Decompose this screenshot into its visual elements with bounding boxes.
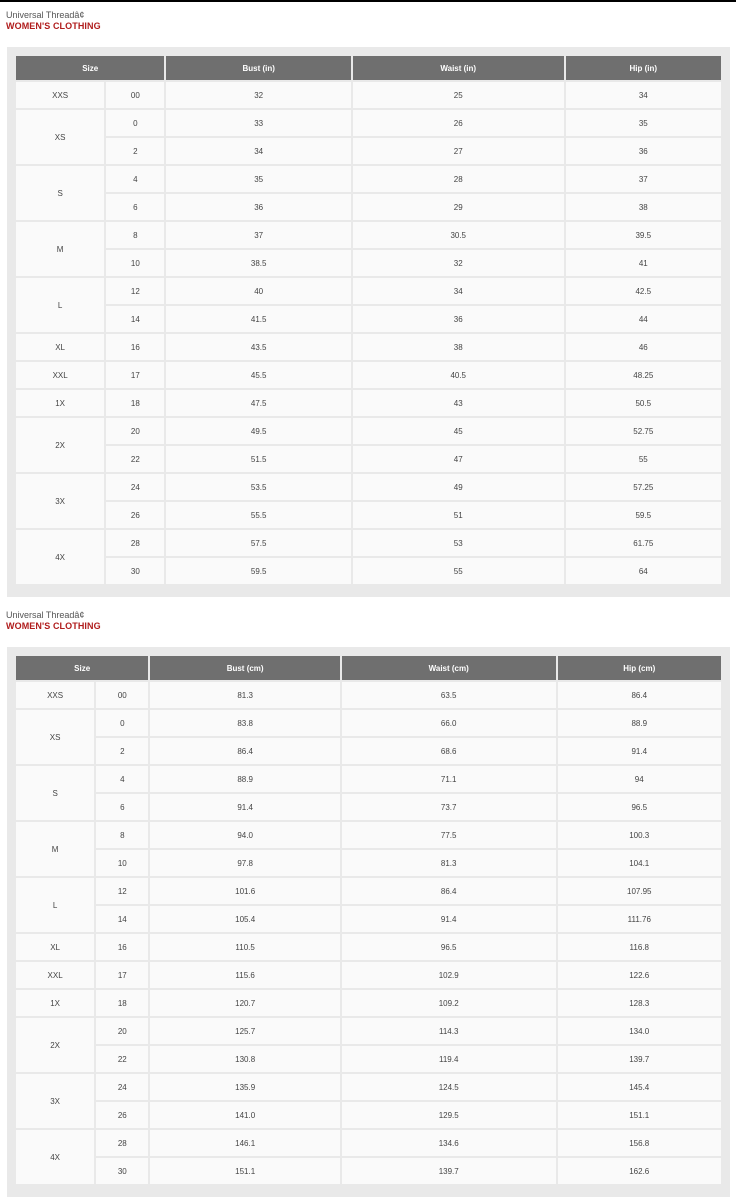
- size-number: 26: [106, 502, 164, 528]
- waist-value: 119.4: [342, 1046, 556, 1072]
- size-label: XXS: [16, 682, 94, 708]
- bust-value: 105.4: [150, 906, 340, 932]
- waist-value: 102.9: [342, 962, 556, 988]
- hip-value: 128.3: [558, 990, 722, 1016]
- table-row: [16, 474, 721, 500]
- hip-value: 55: [566, 446, 721, 472]
- size-label: 4X: [16, 1130, 94, 1184]
- waist-value: 38: [353, 334, 564, 360]
- table-row: [16, 1046, 721, 1072]
- bust-value: 40: [166, 278, 351, 304]
- table-row: [16, 934, 721, 960]
- size-number: 24: [96, 1074, 148, 1100]
- hip-value: 134.0: [558, 1018, 722, 1044]
- bust-value: 120.7: [150, 990, 340, 1016]
- hip-value: 91.4: [558, 738, 722, 764]
- size-number: 00: [96, 682, 148, 708]
- section-title: WOMEN'S CLOTHING: [6, 21, 101, 31]
- size-label: L: [16, 878, 94, 932]
- bust-value: 91.4: [150, 794, 340, 820]
- bust-value: 94.0: [150, 822, 340, 848]
- table-row: [16, 822, 721, 848]
- size-number: 24: [106, 474, 164, 500]
- size-label: 3X: [16, 474, 104, 528]
- bust-value: 59.5: [166, 558, 351, 584]
- size-label: XXL: [16, 362, 104, 388]
- size-number: 12: [96, 878, 148, 904]
- size-number: 30: [106, 558, 164, 584]
- size-number: 17: [106, 362, 164, 388]
- table-row: [16, 962, 721, 988]
- table-row: [16, 710, 721, 736]
- header-waist: Waist (in): [353, 56, 564, 80]
- hip-value: 104.1: [558, 850, 722, 876]
- bust-value: 35: [166, 166, 351, 192]
- bust-value: 130.8: [150, 1046, 340, 1072]
- waist-value: 27: [353, 138, 564, 164]
- bust-value: 49.5: [166, 418, 351, 444]
- hip-value: 151.1: [558, 1102, 722, 1128]
- bust-value: 125.7: [150, 1018, 340, 1044]
- waist-value: 28: [353, 166, 564, 192]
- size-table: [14, 54, 723, 586]
- size-number: 22: [106, 446, 164, 472]
- table-row: [16, 166, 721, 192]
- header-bust: Bust (in): [166, 56, 351, 80]
- size-label: M: [16, 222, 104, 276]
- waist-value: 124.5: [342, 1074, 556, 1100]
- bust-value: 45.5: [166, 362, 351, 388]
- waist-value: 40.5: [353, 362, 564, 388]
- hip-value: 57.25: [566, 474, 721, 500]
- section-title: WOMEN'S CLOTHING: [6, 621, 101, 631]
- hip-value: 107.95: [558, 878, 722, 904]
- bust-value: 97.8: [150, 850, 340, 876]
- hip-value: 39.5: [566, 222, 721, 248]
- waist-value: 91.4: [342, 906, 556, 932]
- size-number: 6: [106, 194, 164, 220]
- bust-value: 51.5: [166, 446, 351, 472]
- size-number: 10: [96, 850, 148, 876]
- size-number: 2: [96, 738, 148, 764]
- size-label: XL: [16, 934, 94, 960]
- waist-value: 49: [353, 474, 564, 500]
- header-hip: Hip (in): [566, 56, 721, 80]
- table-row: [16, 250, 721, 276]
- waist-value: 71.1: [342, 766, 556, 792]
- bust-value: 146.1: [150, 1130, 340, 1156]
- bust-value: 101.6: [150, 878, 340, 904]
- table-row: [16, 1018, 721, 1044]
- hip-value: 35: [566, 110, 721, 136]
- size-number: 6: [96, 794, 148, 820]
- table-row: [16, 1158, 721, 1184]
- size-number: 4: [96, 766, 148, 792]
- table-row: [16, 418, 721, 444]
- hip-value: 52.75: [566, 418, 721, 444]
- waist-value: 53: [353, 530, 564, 556]
- waist-value: 134.6: [342, 1130, 556, 1156]
- size-label: 4X: [16, 530, 104, 584]
- table-row: [16, 558, 721, 584]
- hip-value: 34: [566, 82, 721, 108]
- size-number: 28: [96, 1130, 148, 1156]
- table-row: [16, 138, 721, 164]
- bust-value: 38.5: [166, 250, 351, 276]
- header-hip: Hip (cm): [558, 656, 722, 680]
- table-row: [16, 738, 721, 764]
- hip-value: 59.5: [566, 502, 721, 528]
- size-number: 17: [96, 962, 148, 988]
- table-row: [16, 82, 721, 108]
- size-number: 22: [96, 1046, 148, 1072]
- waist-value: 73.7: [342, 794, 556, 820]
- waist-value: 77.5: [342, 822, 556, 848]
- size-label: 2X: [16, 1018, 94, 1072]
- bust-value: 36: [166, 194, 351, 220]
- table-frame: [7, 47, 730, 597]
- waist-value: 26: [353, 110, 564, 136]
- header-waist: Waist (cm): [342, 656, 556, 680]
- hip-value: 42.5: [566, 278, 721, 304]
- table-row: [16, 990, 721, 1016]
- size-number: 20: [106, 418, 164, 444]
- size-number: 18: [96, 990, 148, 1016]
- size-label: XL: [16, 334, 104, 360]
- size-number: 00: [106, 82, 164, 108]
- size-number: 12: [106, 278, 164, 304]
- waist-value: 25: [353, 82, 564, 108]
- size-label: 3X: [16, 1074, 94, 1128]
- hip-value: 162.6: [558, 1158, 722, 1184]
- table-row: [16, 446, 721, 472]
- bust-value: 81.3: [150, 682, 340, 708]
- table-frame: [7, 647, 730, 1197]
- size-number: 8: [106, 222, 164, 248]
- hip-value: 37: [566, 166, 721, 192]
- size-label: L: [16, 278, 104, 332]
- waist-value: 47: [353, 446, 564, 472]
- size-label: 1X: [16, 390, 104, 416]
- size-label: XS: [16, 710, 94, 764]
- bust-value: 135.9: [150, 1074, 340, 1100]
- bust-value: 110.5: [150, 934, 340, 960]
- hip-value: 88.9: [558, 710, 722, 736]
- bust-value: 43.5: [166, 334, 351, 360]
- waist-value: 114.3: [342, 1018, 556, 1044]
- waist-value: 43: [353, 390, 564, 416]
- size-number: 20: [96, 1018, 148, 1044]
- size-number: 16: [106, 334, 164, 360]
- table-row: [16, 850, 721, 876]
- table-row: [16, 794, 721, 820]
- size-label: 1X: [16, 990, 94, 1016]
- table-row: [16, 1074, 721, 1100]
- size-label: XXL: [16, 962, 94, 988]
- size-table: [14, 654, 723, 1186]
- hip-value: 111.76: [558, 906, 722, 932]
- bust-value: 55.5: [166, 502, 351, 528]
- size-label: S: [16, 766, 94, 820]
- size-number: 0: [106, 110, 164, 136]
- bust-value: 57.5: [166, 530, 351, 556]
- bust-value: 41.5: [166, 306, 351, 332]
- table-row: [16, 110, 721, 136]
- size-number: 0: [96, 710, 148, 736]
- brand-name: Universal Threadâ¢: [6, 10, 85, 20]
- table-row: [16, 278, 721, 304]
- waist-value: 139.7: [342, 1158, 556, 1184]
- hip-value: 50.5: [566, 390, 721, 416]
- table-row: [16, 682, 721, 708]
- table-row: [16, 1102, 721, 1128]
- hip-value: 122.6: [558, 962, 722, 988]
- size-number: 18: [106, 390, 164, 416]
- size-table-body: [16, 82, 721, 584]
- waist-value: 55: [353, 558, 564, 584]
- waist-value: 29: [353, 194, 564, 220]
- hip-value: 64: [566, 558, 721, 584]
- waist-value: 32: [353, 250, 564, 276]
- size-number: 10: [106, 250, 164, 276]
- waist-value: 129.5: [342, 1102, 556, 1128]
- hip-value: 38: [566, 194, 721, 220]
- table-row: [16, 502, 721, 528]
- size-number: 14: [96, 906, 148, 932]
- size-label: M: [16, 822, 94, 876]
- brand-name: Universal Threadâ¢: [6, 610, 85, 620]
- hip-value: 156.8: [558, 1130, 722, 1156]
- hip-value: 86.4: [558, 682, 722, 708]
- size-chart-cm: [0, 600, 736, 1198]
- bust-value: 83.8: [150, 710, 340, 736]
- bust-value: 151.1: [150, 1158, 340, 1184]
- size-number: 26: [96, 1102, 148, 1128]
- hip-value: 116.8: [558, 934, 722, 960]
- size-label: XS: [16, 110, 104, 164]
- bust-value: 33: [166, 110, 351, 136]
- waist-value: 66.0: [342, 710, 556, 736]
- waist-value: 109.2: [342, 990, 556, 1016]
- size-label: 2X: [16, 418, 104, 472]
- waist-value: 81.3: [342, 850, 556, 876]
- bust-value: 32: [166, 82, 351, 108]
- size-number: 2: [106, 138, 164, 164]
- waist-value: 51: [353, 502, 564, 528]
- header-row: [16, 56, 721, 80]
- hip-value: 46: [566, 334, 721, 360]
- size-number: 8: [96, 822, 148, 848]
- hip-value: 139.7: [558, 1046, 722, 1072]
- table-row: [16, 878, 721, 904]
- bust-value: 115.6: [150, 962, 340, 988]
- table-row: [16, 222, 721, 248]
- waist-value: 86.4: [342, 878, 556, 904]
- size-label: S: [16, 166, 104, 220]
- size-number: 16: [96, 934, 148, 960]
- hip-value: 100.3: [558, 822, 722, 848]
- waist-value: 30.5: [353, 222, 564, 248]
- hip-value: 48.25: [566, 362, 721, 388]
- bust-value: 34: [166, 138, 351, 164]
- hip-value: 36: [566, 138, 721, 164]
- table-row: [16, 766, 721, 792]
- table-row: [16, 194, 721, 220]
- header-bust: Bust (cm): [150, 656, 340, 680]
- hip-value: 94: [558, 766, 722, 792]
- waist-value: 68.6: [342, 738, 556, 764]
- hip-value: 44: [566, 306, 721, 332]
- size-label: XXS: [16, 82, 104, 108]
- size-number: 28: [106, 530, 164, 556]
- table-row: [16, 1130, 721, 1156]
- table-row: [16, 906, 721, 932]
- header-size: Size: [16, 56, 164, 80]
- waist-value: 36: [353, 306, 564, 332]
- hip-value: 41: [566, 250, 721, 276]
- size-number: 30: [96, 1158, 148, 1184]
- bust-value: 47.5: [166, 390, 351, 416]
- waist-value: 96.5: [342, 934, 556, 960]
- table-row: [16, 390, 721, 416]
- bust-value: 53.5: [166, 474, 351, 500]
- hip-value: 145.4: [558, 1074, 722, 1100]
- waist-value: 34: [353, 278, 564, 304]
- header-size: Size: [16, 656, 148, 680]
- table-row: [16, 334, 721, 360]
- size-number: 14: [106, 306, 164, 332]
- bust-value: 86.4: [150, 738, 340, 764]
- table-row: [16, 530, 721, 556]
- bust-value: 88.9: [150, 766, 340, 792]
- bust-value: 141.0: [150, 1102, 340, 1128]
- size-table-body: [16, 682, 721, 1184]
- table-row: [16, 306, 721, 332]
- waist-value: 63.5: [342, 682, 556, 708]
- table-row: [16, 362, 721, 388]
- hip-value: 96.5: [558, 794, 722, 820]
- bust-value: 37: [166, 222, 351, 248]
- waist-value: 45: [353, 418, 564, 444]
- size-number: 4: [106, 166, 164, 192]
- header-row: [16, 656, 721, 680]
- hip-value: 61.75: [566, 530, 721, 556]
